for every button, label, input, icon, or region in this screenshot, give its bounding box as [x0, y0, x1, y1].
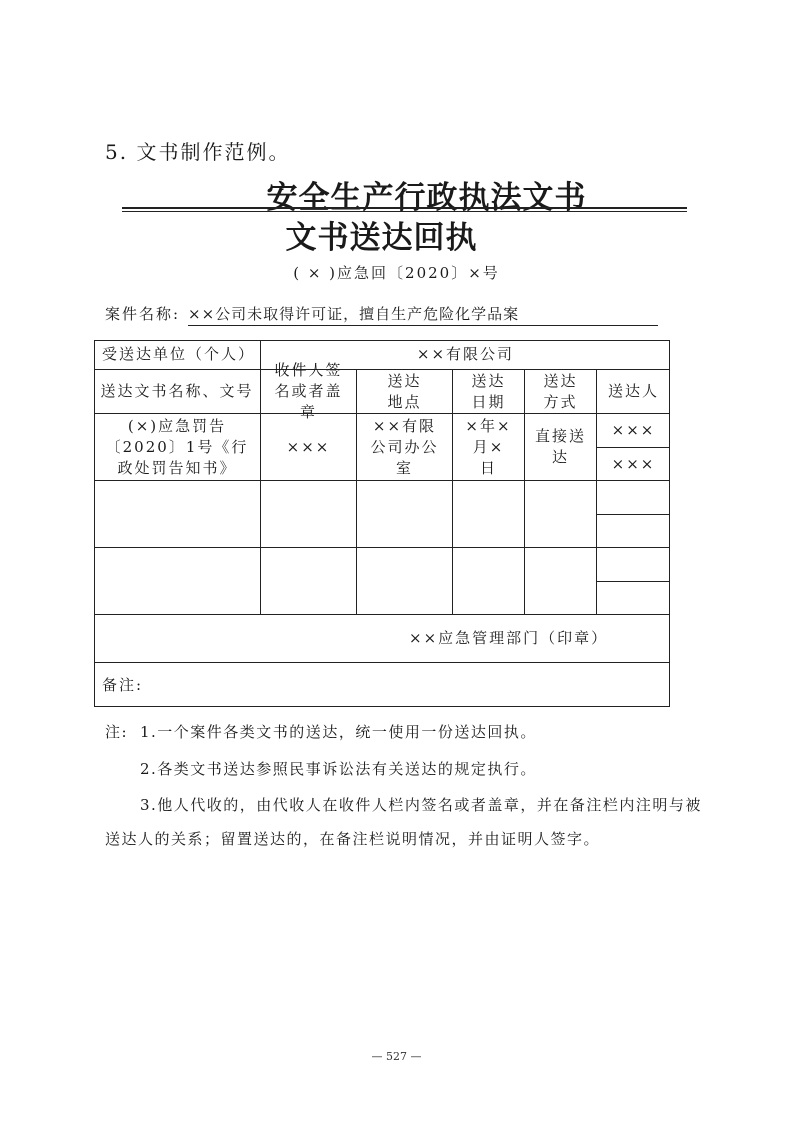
header-doc-name: 送达文书名称、文号	[94, 370, 261, 414]
header-place: 送达地点	[357, 370, 453, 414]
issuing-department-stamp: ××应急管理部门（印章）	[94, 615, 670, 663]
case-name-value: ××公司未取得许可证，擅自生产危险化学品案	[188, 303, 658, 326]
delivery-receipt-table	[94, 340, 670, 707]
row2-method	[525, 481, 597, 548]
row3-server-2	[597, 582, 670, 615]
row2-server-2	[597, 515, 670, 548]
note-item-3-line-2: 送达人的关系；留置送达的，在备注栏说明情况，并由证明人签字。	[105, 830, 601, 848]
row1-server-2: ×××	[597, 448, 670, 481]
row3-signature	[261, 548, 357, 615]
row2-doc-name	[94, 481, 261, 548]
page-number: — 527 —	[371, 1050, 422, 1063]
document-number: ( × )应急回〔2020〕×号	[293, 264, 500, 282]
remarks-label: 备注:	[102, 675, 144, 694]
row2-server-1	[597, 481, 670, 515]
document-category-title: 安全生产行政执法文书	[266, 180, 587, 216]
note-item-2: 2.各类文书送达参照民事诉讼法有关送达的规定执行。	[140, 760, 537, 778]
row1-doc-name: (×)应急罚告〔2020〕1号《行政处罚告知书》	[94, 414, 261, 481]
title-rule-thick	[122, 207, 687, 209]
row1-signature: ×××	[261, 414, 357, 481]
notes-label: 注:	[105, 723, 129, 741]
row2-place	[357, 481, 453, 548]
recipient-unit-label: 受送达单位（个人）	[94, 340, 261, 370]
row2-signature	[261, 481, 357, 548]
header-method: 送达方式	[525, 370, 597, 414]
note-item-1: 1.一个案件各类文书的送达，统一使用一份送达回执。	[140, 723, 537, 741]
row2-date	[453, 481, 525, 548]
row3-server-1	[597, 548, 670, 582]
row1-date: ×年×月×日	[453, 414, 525, 481]
row3-method	[525, 548, 597, 615]
header-server: 送达人	[597, 370, 670, 414]
row1-server-1: ×××	[597, 414, 670, 448]
row3-doc-name	[94, 548, 261, 615]
note-item-3-line-1: 3.他人代收的，由代收人在收件人栏内签名或者盖章，并在备注栏内注明与被	[140, 796, 702, 814]
row3-place	[357, 548, 453, 615]
row1-place: ××有限公司办公室	[357, 414, 453, 481]
header-signature: 收件人签名或者盖章	[261, 370, 357, 414]
case-name-label: 案件名称:	[105, 305, 181, 323]
recipient-unit-value: ××有限公司	[261, 340, 670, 370]
row1-method: 直接送达	[525, 414, 597, 481]
row3-date	[453, 548, 525, 615]
header-date: 送达日期	[453, 370, 525, 414]
section-heading: 5. 文书制作范例。	[105, 140, 291, 164]
document-title: 文书送达回执	[285, 220, 478, 256]
